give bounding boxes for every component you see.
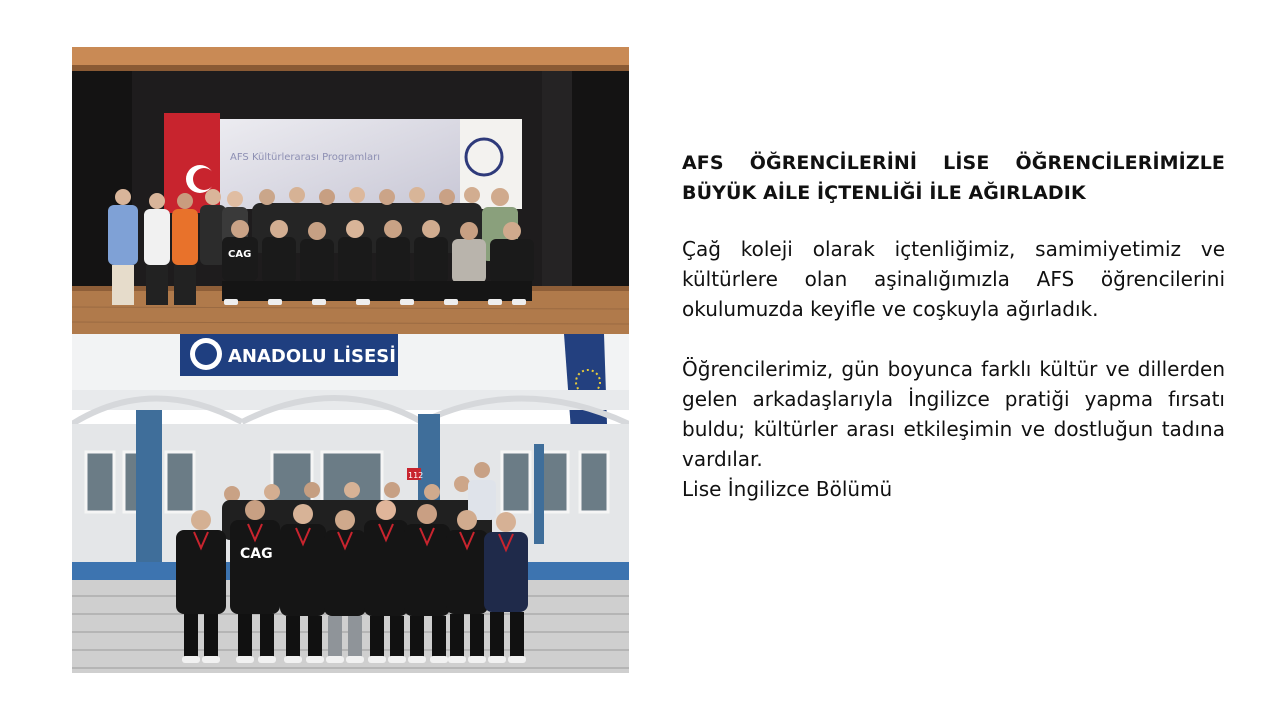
photo-collage [72, 47, 629, 673]
sign-text: ANADOLU LİSESİ [228, 346, 396, 367]
article-signature: Lise İngilizce Bölümü [682, 477, 893, 501]
shirt-text-bottom: CAG [240, 546, 273, 562]
article-text [682, 148, 1225, 504]
screen-text: AFS Kültürlerarası Programları [230, 152, 381, 163]
stage-group-photo [72, 47, 629, 334]
shirt-text: CAG [228, 249, 252, 260]
school-group-photo [72, 334, 629, 673]
article-headline: AFS ÖĞRENCİLERİNİ LİSE ÖĞRENCİLERİMİZLE BÜYÜK AİLE İÇTENLİĞİ İLE AĞIRLADIK [682, 152, 1225, 204]
number-plate: 112 [408, 471, 424, 480]
article-paragraph-1: Çağ koleji olarak içtenliğimiz, samimiyetimiz ve kültürlere olan aşinalığımızla AFS öğrencilerini okulumuzda keyifle ve coşkuyla ağırladık. [682, 237, 1225, 321]
article-paragraph-2: Öğrencilerimiz, gün boyunca farklı kültür ve dillerden gelen arkadaşlarıyla İngilizce pratiği yapma fırsatı buldu; kültürler arası etkileşimin ve dostluğun tadına vardılar. [682, 357, 1225, 471]
